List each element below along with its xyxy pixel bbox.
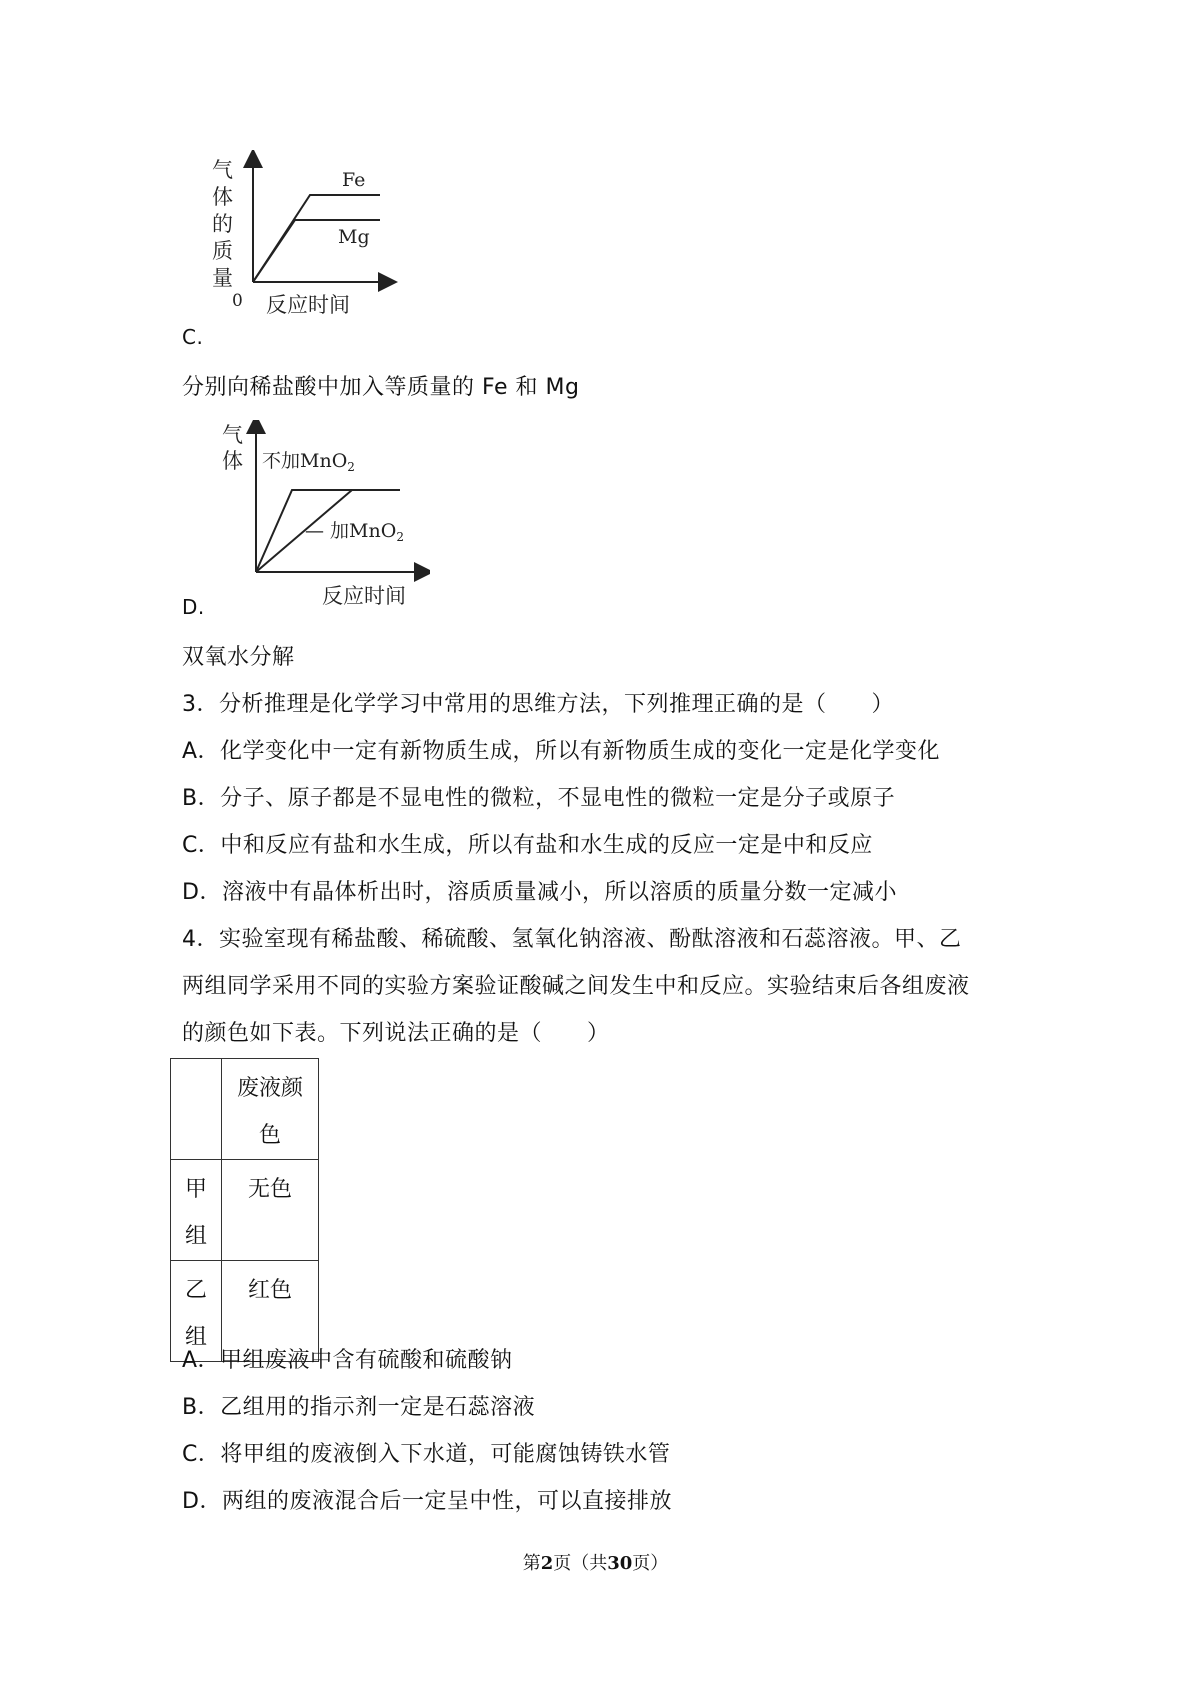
graph-c-series-mg: Mg xyxy=(338,226,370,248)
graph-c-option-letter: C. xyxy=(182,325,204,349)
graph-c-series-fe: Fe xyxy=(342,169,366,191)
page-footer xyxy=(0,1549,1191,1575)
table-cell: 废液颜 色 xyxy=(222,1059,319,1160)
table-cell: 乙 组 xyxy=(171,1261,222,1362)
graph-c-ylabel-3: 质 xyxy=(212,239,233,263)
footer-total-pages: 30 xyxy=(607,1553,633,1574)
q4-stem-line2: 两组同学采用不同的实验方案验证酸碱之间发生中和反应。实验结束后各组废液 xyxy=(182,974,970,999)
graph-d-ylabel-0: 气 xyxy=(222,423,243,447)
q3-option-d: D．溶液中有晶体析出时，溶质质量减小，所以溶质的质量分数一定减小 xyxy=(182,880,897,905)
q4-stem-line3: 的颜色如下表。下列说法正确的是（ ） xyxy=(182,1021,610,1046)
graph-d-series-top xyxy=(262,450,355,474)
q4-stem-line1: 4．实验室现有稀盐酸、稀硫酸、氢氧化钠溶液、酚酞溶液和石蕊溶液。甲、乙 xyxy=(182,927,962,952)
waste-color-table xyxy=(170,1058,319,1362)
graph-c-ylabel-0: 气 xyxy=(212,158,233,182)
graph-d-caption: 双氧水分解 xyxy=(182,645,295,670)
footer-prefix: 第 xyxy=(522,1553,541,1574)
table-cell: 红色 xyxy=(222,1261,319,1362)
q4-option-d: D．两组的废液混合后一定呈中性，可以直接排放 xyxy=(182,1489,672,1514)
table-row xyxy=(171,1160,319,1261)
footer-suffix: 页） xyxy=(632,1553,669,1574)
graph-c-ylabel-1: 体 xyxy=(212,185,233,209)
q3-stem: 3．分析推理是化学学习中常用的思维方法，下列推理正确的是（ ） xyxy=(182,692,894,717)
graph-c-xlabel: 反应时间 xyxy=(266,293,350,317)
graph-d-xlabel: 反应时间 xyxy=(322,584,406,608)
graph-d-ylabel-1: 体 xyxy=(222,449,243,473)
q4-option-a: A．甲组废液中含有硫酸和硫酸钠 xyxy=(182,1348,513,1373)
graph-d-series-top-prefix: 不加MnO xyxy=(262,450,348,472)
table-row xyxy=(171,1059,319,1160)
graph-c-origin: 0 xyxy=(232,291,243,311)
q3-option-b: B．分子、原子都是不显电性的微粒，不显电性的微粒一定是分子或原子 xyxy=(182,786,896,811)
graph-c-caption: 分别向稀盐酸中加入等质量的 Fe 和 Mg xyxy=(182,375,580,400)
graph-d-series-bottom-prefix: — 加MnO xyxy=(305,520,397,542)
graph-d xyxy=(210,420,430,610)
q3-option-a: A．化学变化中一定有新物质生成，所以有新物质生成的变化一定是化学变化 xyxy=(182,739,941,764)
table-cell: 无色 xyxy=(222,1160,319,1261)
q4-option-c: C．将甲组的废液倒入下水道，可能腐蚀铸铁水管 xyxy=(182,1442,671,1467)
footer-page-number: 2 xyxy=(540,1553,554,1574)
q4-option-b: B．乙组用的指示剂一定是石蕊溶液 xyxy=(182,1395,536,1420)
table-cell: 甲 组 xyxy=(171,1160,222,1261)
table-cell xyxy=(171,1059,222,1160)
graph-d-series-top-sub: 2 xyxy=(347,460,355,474)
graph-c-ylabel-2: 的 xyxy=(212,212,233,236)
graph-d-series-bottom xyxy=(305,520,404,544)
graph-d-option-letter: D. xyxy=(182,595,205,619)
graph-d-series-bottom-sub: 2 xyxy=(396,530,404,544)
footer-middle: 页（共 xyxy=(553,1553,608,1574)
graph-c xyxy=(210,150,400,325)
graph-c-ylabel-4: 量 xyxy=(212,266,233,290)
q3-option-c: C．中和反应有盐和水生成，所以有盐和水生成的反应一定是中和反应 xyxy=(182,833,873,858)
